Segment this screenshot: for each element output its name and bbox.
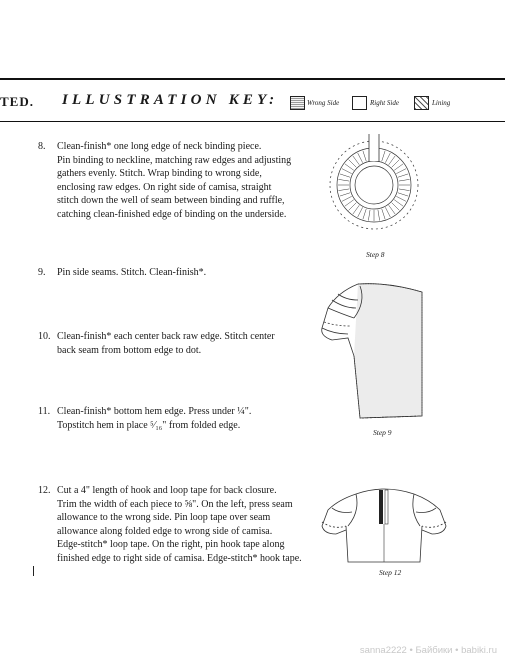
step-8-text: [57, 140, 319, 221]
gather-line: [385, 207, 390, 217]
neck-binding-illustration: [325, 128, 423, 248]
gather-line: [394, 200, 403, 206]
gather-line: [368, 210, 370, 221]
header-prefix: TED.: [0, 94, 34, 109]
step-11-number: 11.: [38, 406, 51, 417]
wrong-side-swatch: [290, 96, 305, 110]
gather-line: [398, 193, 408, 196]
step-line: stitch down the well of seam between binding and ruffle,: [57, 195, 285, 206]
camisa-side-seam-illustration: [318, 278, 428, 426]
step-line: catching clean-finished edge of binding on the underside.: [57, 208, 287, 220]
gather-line: [345, 200, 354, 206]
gather-line: [363, 151, 366, 161]
gather-line: [399, 189, 410, 191]
gather-line: [345, 164, 354, 170]
gather-line: [358, 153, 363, 163]
wrong-side-label: Wrong Side: [307, 99, 340, 107]
step-12-caption: Step 12: [379, 568, 402, 577]
step-line: Clean-finish* one long edge of neck binding piece.: [57, 141, 262, 152]
step-line: Topstitch hem in place ⁵⁄₁₆" from folded edge.: [57, 419, 241, 431]
step-9-caption: Step 9: [373, 428, 392, 437]
gather-line: [340, 174, 350, 177]
right-side-swatch: [352, 96, 367, 110]
gather-line: [338, 189, 349, 191]
step-line: Edge-stitch* loop tape. On the right, pin hook tape along: [57, 539, 285, 550]
step-10-text: [57, 330, 319, 357]
step-9-text: [57, 266, 319, 280]
top-rule: [0, 78, 505, 80]
step-11-text: [57, 405, 319, 432]
step-8-caption: Step 8: [366, 250, 385, 259]
lining-swatch: [414, 96, 429, 110]
gather-line: [389, 205, 395, 214]
step-line: allowance to the wrong side. Pin loop tape over seam: [57, 512, 271, 523]
step-line: Clean-finish* each center back raw edge. Stitch center: [57, 331, 275, 342]
gather-line: [396, 196, 406, 201]
gather-line: [389, 156, 395, 165]
watermark: sanna2222 • Байбики • babiki.ru: [359, 645, 497, 656]
gather-line: [342, 196, 352, 201]
right-side-label: Right Side: [370, 99, 399, 107]
gather-line: [394, 164, 403, 170]
gather-line: [338, 179, 349, 181]
margin-mark: [33, 566, 34, 576]
gather-line: [340, 193, 350, 196]
gather-line: [392, 203, 400, 211]
gather-line: [396, 169, 406, 174]
gather-line: [385, 153, 390, 163]
step-10-number: 10.: [38, 331, 51, 342]
step-line: gathers evenly. Stitch. Wrap binding to wrong side,: [57, 168, 262, 179]
gather-line: [353, 156, 359, 165]
step-line: finished edge to right side of camisa. Edge-stitch* hook tape.: [57, 552, 302, 564]
step-line: Trim the width of each piece to ⅝". On the left, press seam: [57, 498, 293, 510]
lining-label: Lining: [432, 99, 451, 107]
step-line: enclosing raw edges. On right side of camisa, straight: [57, 181, 272, 193]
step-line: Clean-finish* bottom hem edge. Press under ¼".: [57, 406, 252, 417]
gather-line: [363, 209, 366, 219]
step-12-text: [57, 484, 322, 565]
step-line: back seam from bottom edge to dot.: [57, 344, 202, 356]
step-9-number: 9.: [38, 267, 46, 278]
gather-line: [398, 174, 408, 177]
step-line: Pin binding to neckline, matching raw edges and adjusting: [57, 154, 292, 166]
step-12-number: 12.: [38, 485, 51, 496]
step-line: allowance along folded edge to wrong side of camisa.: [57, 525, 273, 537]
gather-line: [342, 169, 352, 174]
gather-line: [399, 179, 410, 181]
back-closure-illustration: [318, 482, 450, 564]
gather-line: [353, 205, 359, 214]
gather-line: [349, 160, 357, 168]
step-line: Pin side seams. Stitch. Clean-finish*.: [57, 267, 207, 278]
illustration-key-title: ILLUSTRATION KEY:: [62, 92, 279, 108]
step-line: Cut a 4" length of hook and loop tape for back closure.: [57, 485, 277, 496]
header-underline: [0, 121, 505, 122]
gather-line: [382, 209, 385, 219]
gather-line: [392, 160, 400, 168]
gather-line: [358, 207, 363, 217]
gather-line: [349, 203, 357, 211]
step-8-number: 8.: [38, 141, 46, 152]
gather-line: [378, 210, 380, 221]
gather-line: [382, 151, 385, 161]
